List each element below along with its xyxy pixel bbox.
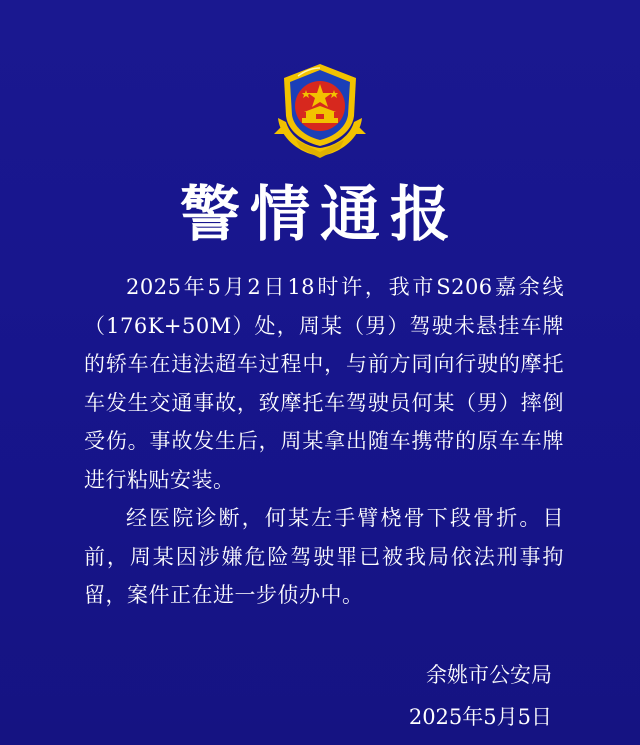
police-emblem-icon — [270, 60, 370, 160]
notice-paragraph: 2025年5月2日18时许，我市S206嘉余线（176K+50M）处，周某（男）驾驶未悬挂车牌的轿车在违法超车过程中，与前方同向行驶的摩托车发生交通事故，致摩托车驾驶员何某（男）摔倒受伤。事故发生后，周某拿出随车携带的原车车牌进行粘贴安装。 — [84, 275, 564, 492]
notice-title: 警情通报 — [180, 180, 460, 250]
issuer-name: 余姚市公安局 — [426, 663, 552, 687]
issue-date: 2025年5月5日 — [408, 705, 552, 729]
notice-body — [84, 268, 564, 615]
notice-paragraph: 经医院诊断，何某左手臂桡骨下段骨折。目前，周某因涉嫌危险驾驶罪已被我局依法刑事拘留，案件正在进一步侦办中。 — [84, 506, 564, 607]
